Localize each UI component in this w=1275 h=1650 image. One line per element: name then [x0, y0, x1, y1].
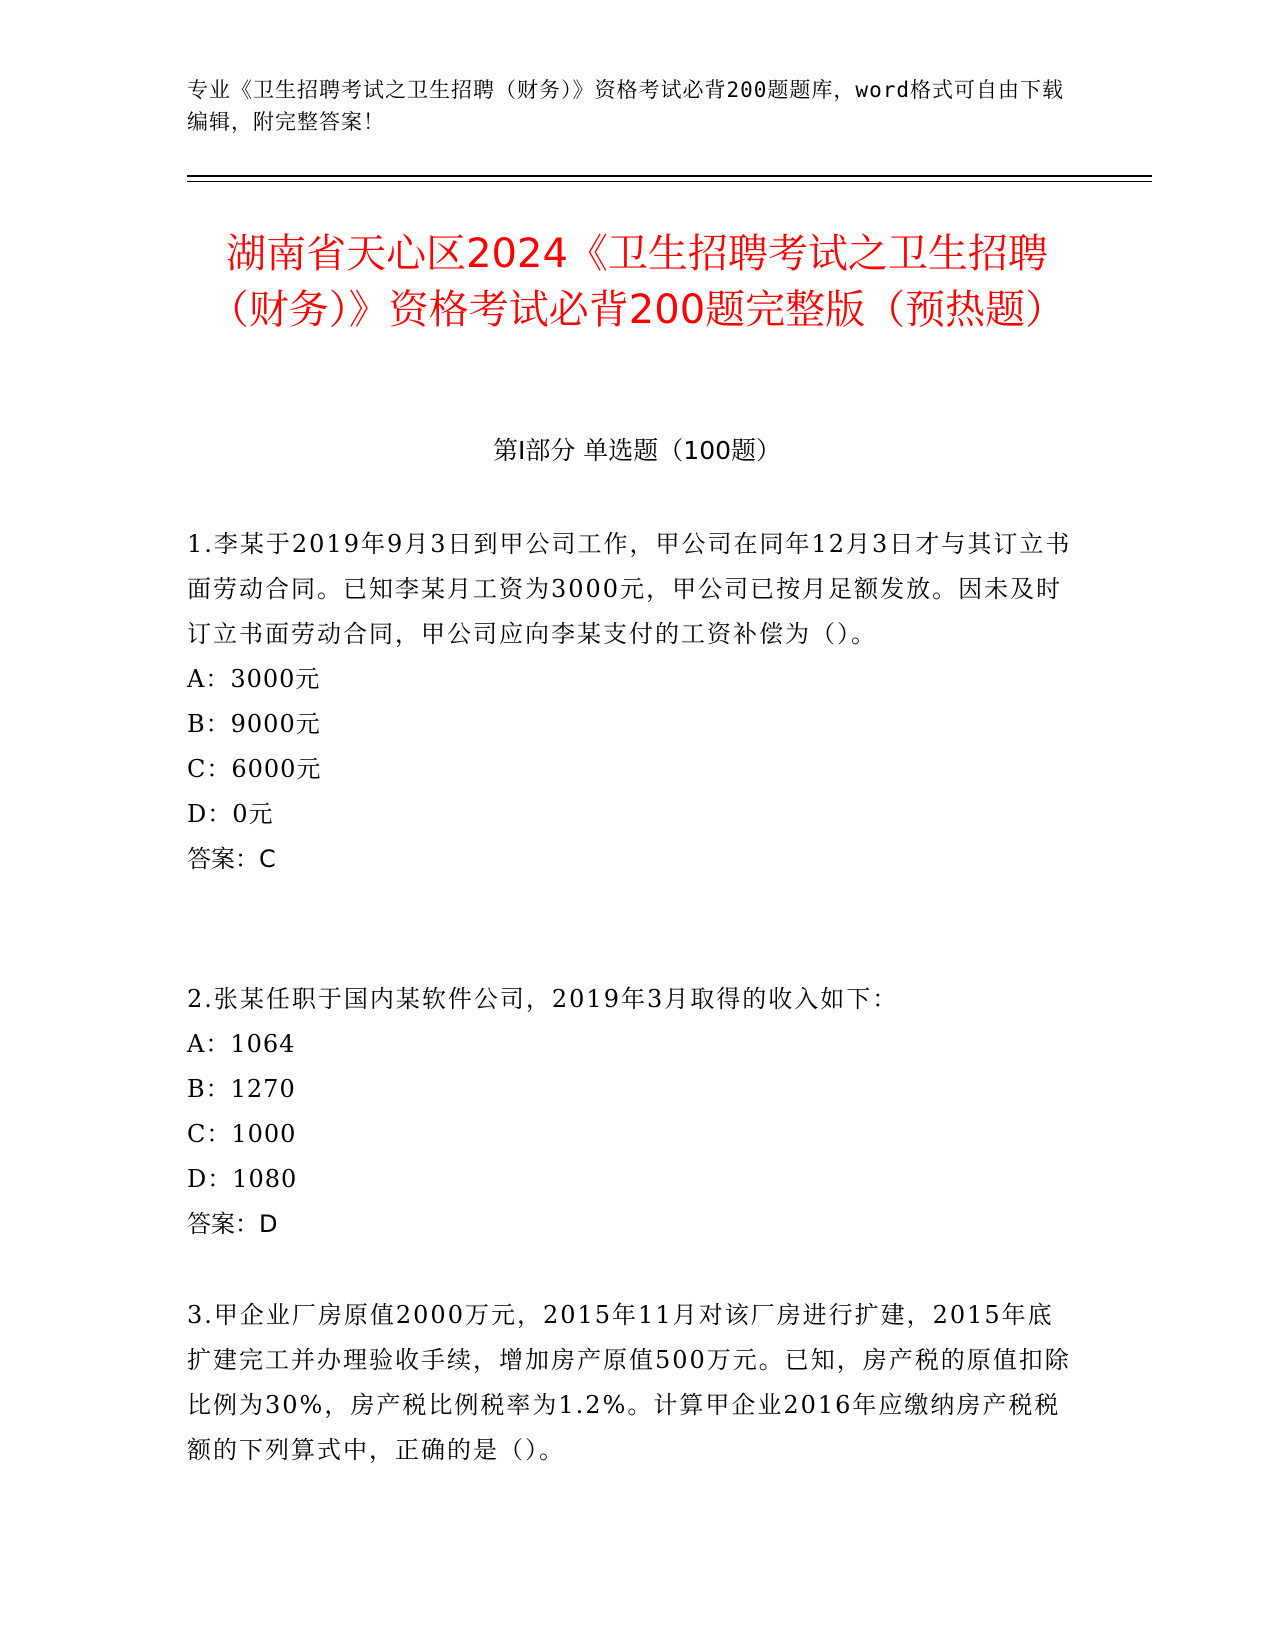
option-b: B：9000元 — [187, 710, 321, 738]
section-heading: 第Ⅰ部分 单选题（100题） — [492, 436, 782, 465]
option-c: C：1000 — [187, 1120, 297, 1148]
option-b: B：1270 — [187, 1075, 296, 1103]
question-stem: 2.张某任职于国内某软件公司，2019年3月取得的收入如下： — [187, 985, 899, 1013]
header-divider-thin — [187, 181, 1152, 182]
header-divider-thick — [187, 175, 1152, 177]
question-3 — [187, 1293, 1072, 1473]
question-2 — [187, 977, 1072, 1247]
answer: 答案：D — [187, 1210, 278, 1238]
option-d: D：1080 — [187, 1165, 298, 1193]
document-title: 湖南省天心区2024《卫生招聘考试之卫生招聘（财务）》资格考试必背200题完整版（预热题） — [208, 231, 1066, 333]
question-stem: 3.甲企业厂房原值2000万元，2015年11月对该厂房进行扩建，2015年底扩建完工并办理验收手续，增加房产原值500万元。已知，房产税的原值扣除比例为30%，房产税比例税率为1.2%。计算甲企业2016年应缴纳房产税税额的下列算式中，正确的是（）。 — [187, 1301, 1071, 1464]
answer: 答案：C — [187, 845, 276, 873]
question-1 — [187, 522, 1072, 882]
option-a: A：3000元 — [187, 665, 321, 693]
option-d: D：0元 — [187, 800, 274, 828]
header-text: 专业《卫生招聘考试之卫生招聘（财务）》资格考试必背200题题库，word格式可自由下载编辑，附完整答案！ — [187, 78, 1064, 134]
question-stem: 1.李某于2019年9月3日到甲公司工作，甲公司在同年12月3日才与其订立书面劳动合同。已知李某月工资为3000元，甲公司已按月足额发放。因未及时订立书面劳动合同，甲公司应向李某支付的工资补偿为（）。 — [187, 530, 1072, 648]
option-a: A：1064 — [187, 1030, 296, 1058]
option-c: C：6000元 — [187, 755, 322, 783]
